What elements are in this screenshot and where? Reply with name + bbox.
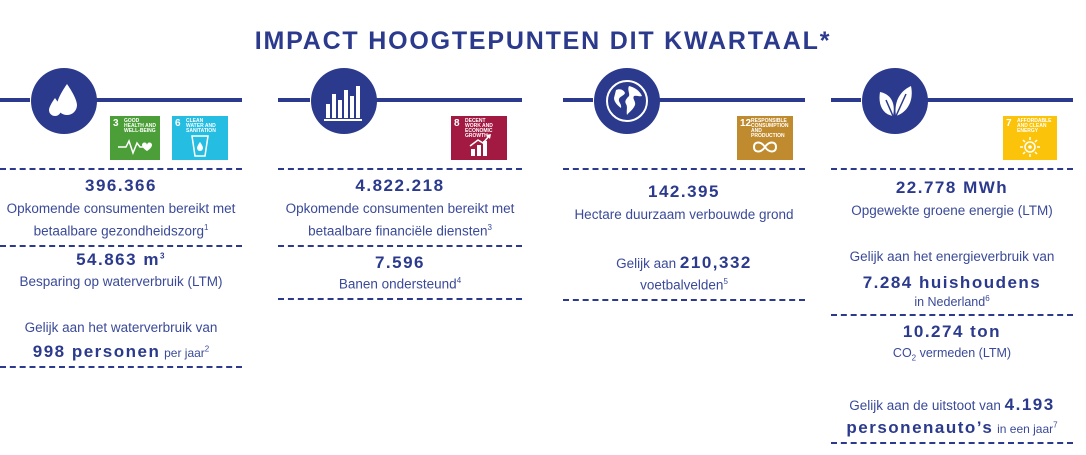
growth-chart-icon	[451, 116, 507, 160]
stat-value: 142.395	[648, 182, 720, 201]
header-rule	[563, 98, 593, 102]
bar-chart-icon	[311, 68, 377, 134]
stat-value: 22.778 MWh	[895, 178, 1009, 197]
stat-value: 4.822.218	[355, 176, 445, 195]
divider	[278, 298, 522, 300]
divider	[563, 299, 805, 301]
header-rule	[376, 98, 522, 102]
divider	[278, 168, 522, 170]
page-title: IMPACT HOOGTEPUNTEN DIT KWARTAAL*	[254, 27, 832, 55]
stat-description: Opkomende consumenten bereikt met	[285, 201, 515, 216]
divider	[278, 245, 522, 247]
header-rule	[96, 98, 242, 102]
divider	[831, 168, 1073, 170]
divider	[0, 245, 242, 247]
sdg-12-badge: 12 RESPONSIBLE CONSUMPTION AND PRODUCTION	[737, 116, 793, 160]
equivalent-value: Gelijk aan 210,332	[616, 253, 752, 272]
equivalent-description: in Nederland$^6$	[914, 294, 990, 310]
equivalent-value: Gelijk aan de uitstoot van 4.193	[849, 395, 1055, 414]
stat-value: 54.863 $m^3$	[76, 250, 166, 269]
equivalent-description: Gelijk aan het energieverbruik van	[849, 249, 1055, 264]
sdg-3-badge: 3 GOOD HEALTH AND WELL-BEING	[110, 116, 160, 160]
divider	[563, 168, 805, 170]
stat-value: 7.596	[374, 253, 426, 272]
sdg-7-badge: 7 AFFORDABLE AND CLEAN ENERGY	[1003, 116, 1057, 160]
sdg-8-badge: 8 DECENT WORK AND ECONOMIC GROWTH	[451, 116, 507, 160]
equivalent-description: Gelijk aan het waterverbruik van	[24, 320, 218, 335]
sun-icon	[1003, 116, 1057, 160]
water-glass-icon	[172, 116, 228, 160]
leaves-icon	[862, 68, 928, 134]
sdg-6-badge: 6 CLEAN WATER AND SANITATION	[172, 116, 228, 160]
stat-description: Hectare duurzaam verbouwde grond	[574, 207, 794, 222]
globe-icon	[594, 68, 660, 134]
header-rule	[831, 98, 861, 102]
header-rule	[0, 98, 30, 102]
header-rule	[659, 98, 805, 102]
water-drops-icon	[31, 68, 97, 134]
stat-description: Besparing op waterverbruik (LTM)	[19, 274, 223, 289]
stat-description: betaalbare financiële diensten$^3$	[308, 223, 492, 239]
equivalent-value: 7.284 huishoudens	[862, 273, 1042, 292]
header-rule	[278, 98, 310, 102]
stat-description: $CO_2$ vermeden (LTM)	[892, 346, 1012, 363]
equivalent-value: 998 personen per jaar$^2$	[32, 342, 210, 361]
divider	[0, 366, 242, 368]
infinity-icon	[737, 116, 793, 160]
footnote-mark: 1	[203, 223, 209, 232]
stat-description: Banen ondersteund$^4$	[338, 276, 462, 292]
stat-value: 396.366	[85, 176, 157, 195]
stat-description: Opgewekte groene energie (LTM)	[851, 203, 1053, 218]
stat-description: betaalbare gezondheidszorg$^1$	[33, 223, 209, 239]
stat-value: 10.274 ton	[902, 322, 1002, 341]
stat-description: Opkomende consumenten bereikt met	[6, 201, 236, 216]
equivalent-description: voetbalvelden$^5$	[640, 277, 728, 293]
divider	[831, 442, 1073, 444]
equivalent-value: personenauto’s in een jaar$^7$	[846, 418, 1058, 437]
divider	[0, 168, 242, 170]
heartbeat-icon	[110, 116, 160, 160]
header-rule	[927, 98, 1073, 102]
divider	[831, 314, 1073, 316]
